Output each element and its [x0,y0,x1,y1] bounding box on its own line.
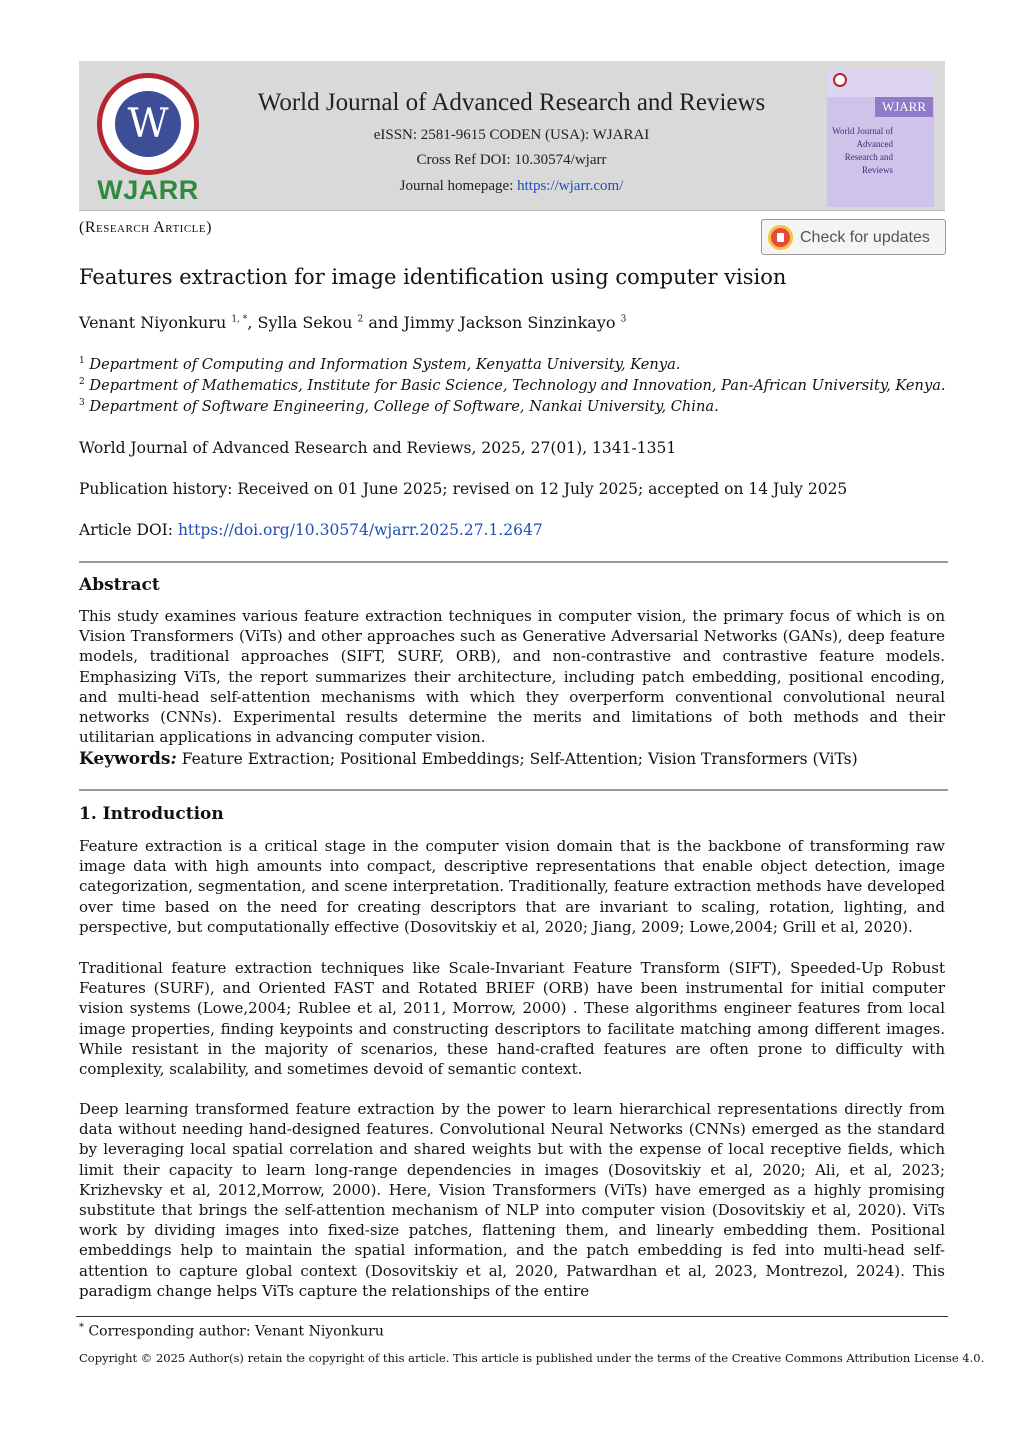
journal-issn: eISSN: 2581-9615 CODEN (USA): WJARAI [373,127,650,143]
cover-journal-name: World Journal of Advanced Research and Reviews [832,126,893,175]
article-title: Features extraction for image identification using computer vision [79,265,787,289]
affiliation-text: Department of Computing and Information System, Kenyatta University, Kenya. [89,356,681,373]
journal-crossref-doi: Cross Ref DOI: 10.30574/wjarr [416,152,607,168]
homepage-link[interactable]: https://wjarr.com/ [517,178,624,194]
divider [79,561,948,563]
journal-logo [93,71,203,203]
intro-paragraph-1: Feature extraction is a critical stage in the computer vision domain that is the backbone of transforming raw image data with high amounts into compact, descriptive representations that enable object detection, image categorization, segmentation, and scene interpretation. Traditionally, feature extraction methods have developed over time based on the need for creating descriptors that are invariant to scaling, rotation, lighting, and perspective, but computationally effective (Dosovitskiy et al, 2020; Jiang, 2009; Lowe,2004; Grill et al, 2020). [79,837,945,936]
logo-circle [97,73,199,175]
journal-cover-thumbnail [827,69,934,207]
affiliation-number: 3 [79,398,85,409]
author-name: Sylla Sekou [257,313,353,332]
affiliation-number: 1 [79,356,85,367]
logo-text: WJARR [97,175,199,205]
journal-homepage [229,178,794,195]
homepage-label: Journal homepage: [399,178,518,194]
affiliation [79,356,680,373]
abstract-text: This study examines various feature extraction techniques in computer vision, the primary focus of which is on Vision Transformers (ViTs) and other approaches such as Generative Adversarial Networks (GANs), deep feature models, traditional approaches (SIFT, SURF, ORB), and non-contrastive and contrastive feature models. Emphasizing ViTs, the report summarizes their architecture, including patch embedding, positional encoding, and multi-head self-attention mechanisms with which they overperform conventional convolutional neural networks (CNNs). Experimental results determine the merits and limitations of both methods and their utilitarian applications in advancing computer vision. [79,607,945,747]
check-for-updates-button[interactable] [761,219,946,255]
author-affiliation-mark: 3 [620,314,627,325]
affiliation [79,398,719,415]
intro-paragraph-3: Deep learning transformed feature extraction by the power to learn hierarchical representations directly from data without needing hand-designed features. Convolutional Neural Networks (CNNs) emerged as the standard by leveraging local spatial correlation and shared weights but with the expense of local receptive fields, which limit their capacity to learn long-range dependencies in images (Dosovitskiy et al, 2020; Ali, et al, 2023; Krizhevsky et al, 2012,Morrow, 2000). Here, Vision Transformers (ViTs) have emerged as a highly promising substitute that brings the self-attention mechanism of NLP into computer vision (Dosovitskiy et al, 2020). ViTs work by dividing images into fixed-size patches, flattening them, and linearly embedding them. Positional embeddings help to maintain the spatial information, and the patch embedding is fed into multi-head self-attention to capture global context (Dosovitskiy et al, 2020, Patwardhan et al, 2023, Montrezol, 2024). This paradigm change helps ViTs capture the relationships of the entire [79,1100,945,1300]
footnote-divider [76,1316,948,1317]
keywords: Keywords: Feature Extraction; Positional Embeddings; Self-Attention; Vision Transformers (ViTs) [79,749,858,769]
author-affiliation-mark: 2 [357,314,364,325]
article-type: (Research Article) [79,219,212,236]
section-heading-introduction: 1. Introduction [79,804,224,824]
logo-letter: W [115,91,181,157]
bookmark-icon [768,225,793,250]
divider [79,789,948,791]
publication-history: Publication history: Received on 01 June 2025; revised on 12 July 2025; accepted on 14 July 2025 [79,480,848,498]
affiliation [79,377,946,394]
journal-name: World Journal of Advanced Research and Reviews [257,89,766,116]
keywords-text: Feature Extraction; Positional Embeddings; Self-Attention; Vision Transformers (ViTs) [181,750,858,768]
author-name: Venant Niyonkuru [79,313,227,332]
affiliation-text: Department of Mathematics, Institute for Basic Science, Technology and Innovation, Pan-African University, Kenya. [89,377,946,394]
copyright-notice: Copyright © 2025 Author(s) retain the copyright of this article. This article is published under the terms of the Creative Commons Attribution License 4.0. [79,1351,985,1365]
author-affiliation-mark: 1, * [231,314,248,325]
keywords-label: Keywords [79,749,171,769]
cover-brand: WJARR [875,97,933,117]
author-list: Venant Niyonkuru $^{1, *}$, Sylla Sekou $^2$ and Jimmy Jackson Sinzinkayo $^3$ [79,313,627,332]
doi-label: Article DOI: [79,521,178,539]
cover-logo-icon [833,73,847,87]
affiliation-number: 2 [79,377,85,388]
citation: World Journal of Advanced Research and Reviews, 2025, 27(01), 1341-1351 [79,439,677,457]
affiliation-text: Department of Software Engineering, College of Software, Nankai University, China. [89,398,719,415]
author-name: Jimmy Jackson Sinzinkayo [403,313,616,332]
corresponding-author-footnote [79,1322,384,1340]
doi-link[interactable]: https://doi.org/10.30574/wjarr.2025.27.1.2647 [177,521,543,539]
footnote-mark: * [79,1322,84,1333]
footnote-text: Corresponding author: Venant Niyonkuru [84,1323,384,1340]
article-doi [79,521,543,539]
journal-banner [79,61,945,211]
check-for-updates-label: Check for updates [800,229,930,246]
intro-paragraph-2: Traditional feature extraction techniques like Scale-Invariant Feature Transform (SIFT), Speeded-Up Robust Features (SURF), and Oriented FAST and Rotated BRIEF (ORB) have been instrumental for initial computer vision systems (Lowe,2004; Rublee et al, 2011, Morrow, 2000) . These algorithms engineer features from local image properties, finding keypoints and constructing descriptors to facilitate matching among different images. While resistant in the majority of scenarios, these hand-crafted features are often prone to difficulty with complexity, scalability, and sometimes devoid of semantic context. [79,959,945,1079]
abstract-heading: Abstract [79,575,160,595]
